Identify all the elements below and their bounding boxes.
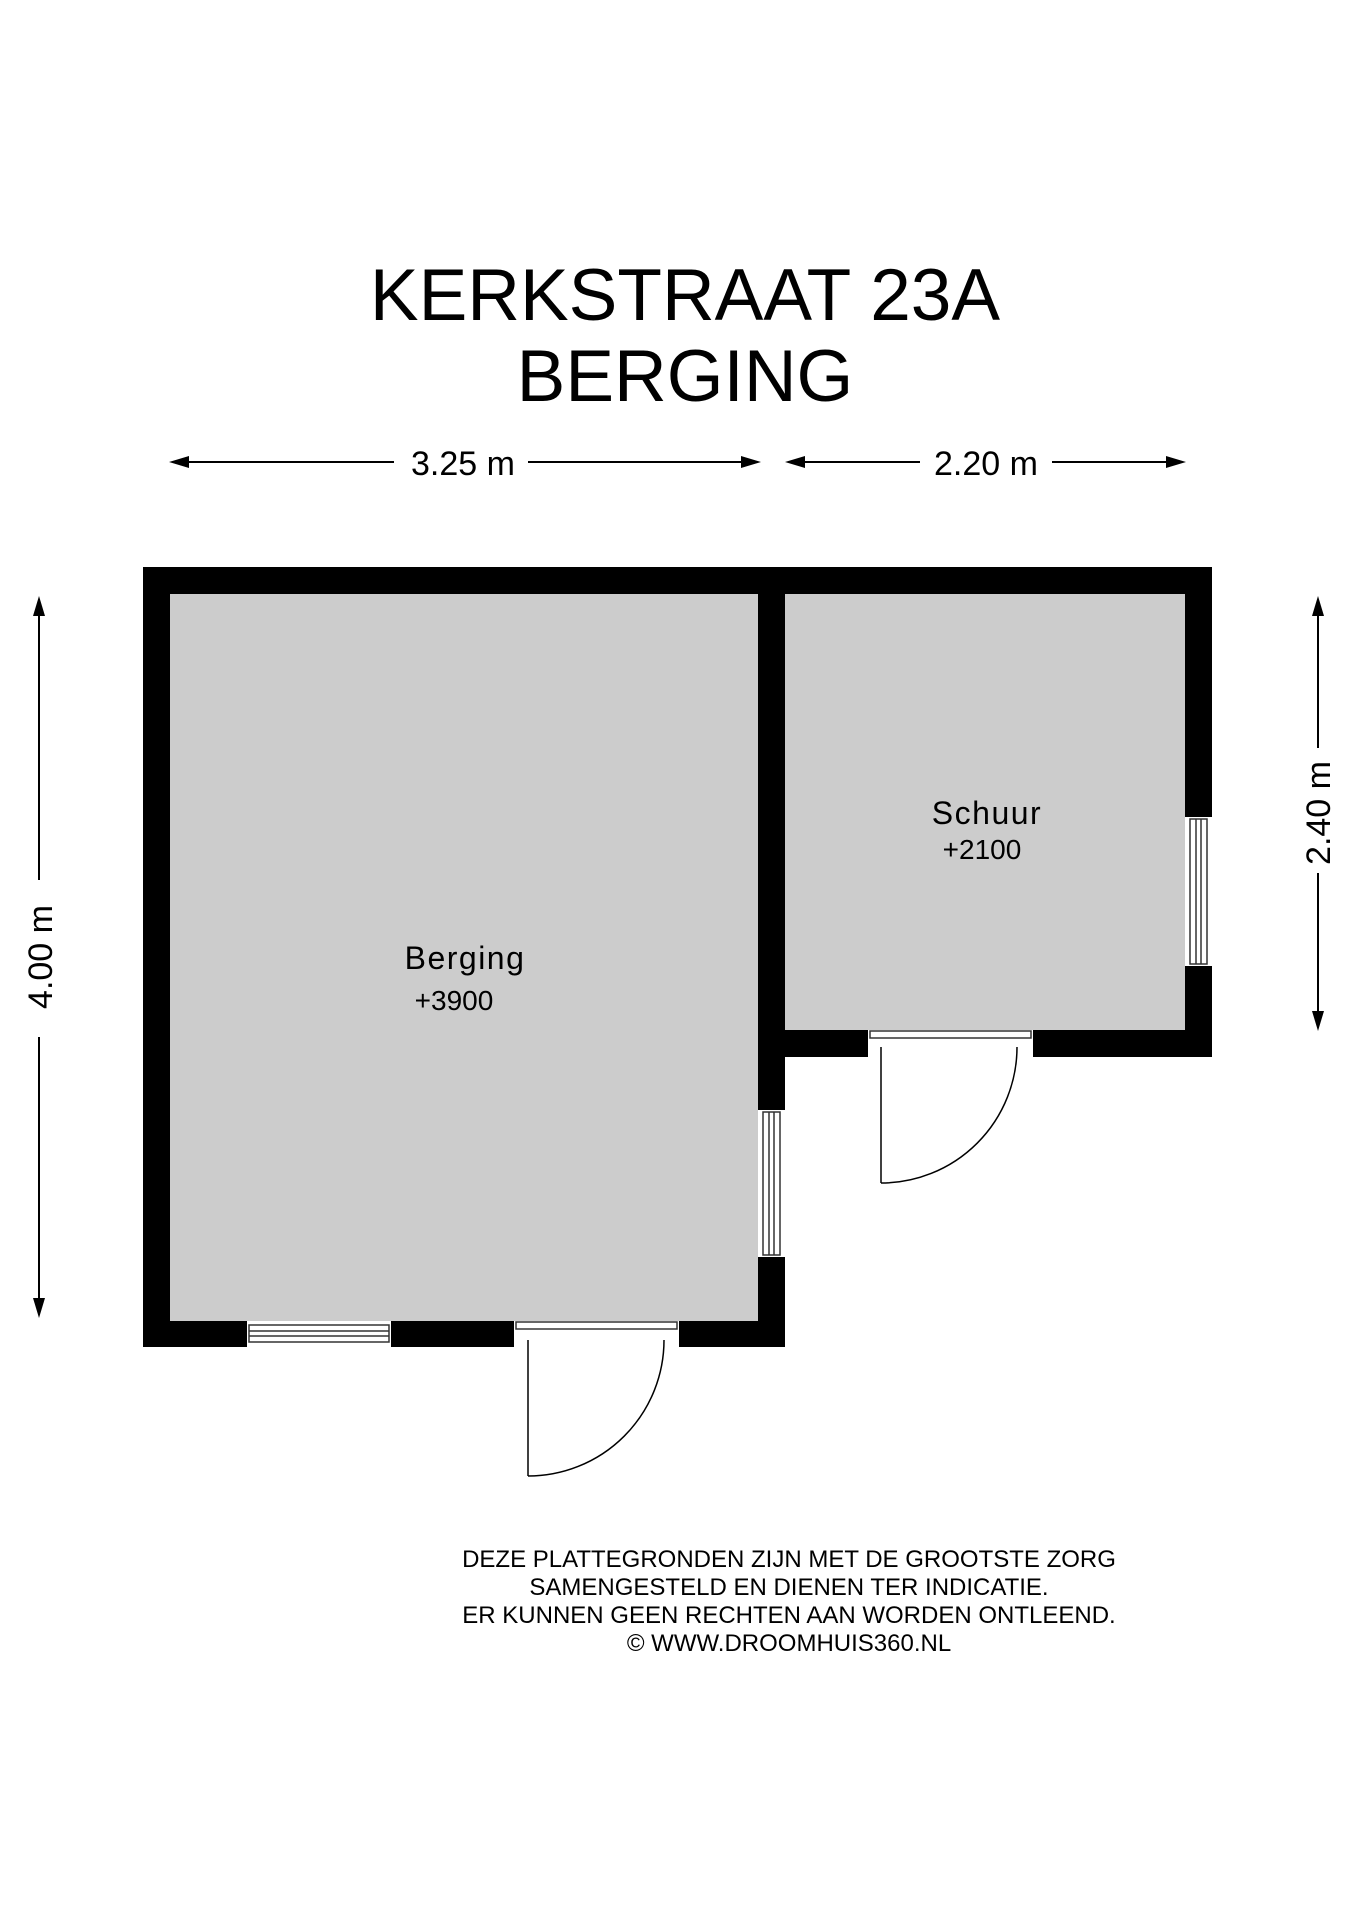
window-berging-bottom [249, 1325, 389, 1342]
window-frame [1190, 819, 1207, 964]
dimension-label: 3.25 m [411, 445, 515, 483]
window-frame [763, 1112, 780, 1255]
copyright-line: © WWW.DROOMHUIS360.NL [626, 1630, 952, 1657]
window-schuur-right [1190, 819, 1207, 964]
disclaimer-line: SAMENGESTELD EN DIENEN TER INDICATIE. [529, 1574, 1049, 1601]
dimension-label: 4.00 m [22, 905, 60, 1009]
wall-top [143, 567, 1212, 594]
disclaimer-line: ER KUNNEN GEEN RECHTEN AAN WORDEN ONTLEEND. [462, 1602, 1116, 1629]
disclaimer-line: DEZE PLATTEGRONDEN ZIJN MET DE GROOTSTE ZORG [462, 1546, 1116, 1573]
title-floor: BERGING [516, 336, 854, 417]
dimension-label: 2.40 m [1300, 761, 1338, 865]
window-frame [249, 1325, 389, 1342]
wall-schuur-bottom-left [785, 1030, 868, 1057]
door-frame [516, 1322, 677, 1329]
wall-berging-bottom-middle [391, 1321, 514, 1347]
room-label-berging: Berging [404, 940, 526, 976]
wall-schuur-bottom-right [1033, 1030, 1212, 1057]
wall-middle-upper [758, 567, 785, 1110]
window-berging-right [763, 1112, 780, 1255]
dimension-label: 2.20 m [934, 445, 1038, 483]
door-frame [870, 1031, 1031, 1038]
room-label-schuur: Schuur [931, 795, 1043, 831]
wall-schuur-right-upper [1185, 567, 1212, 817]
wall-middle-lower [758, 1257, 785, 1347]
wall-berging-bottom-left [143, 1321, 247, 1347]
wall-berging-left [143, 567, 170, 1347]
room-level-berging: +3900 [414, 985, 494, 1016]
title-address: KERKSTRAAT 23A [369, 255, 1001, 336]
room-level-schuur: +2100 [942, 834, 1022, 865]
